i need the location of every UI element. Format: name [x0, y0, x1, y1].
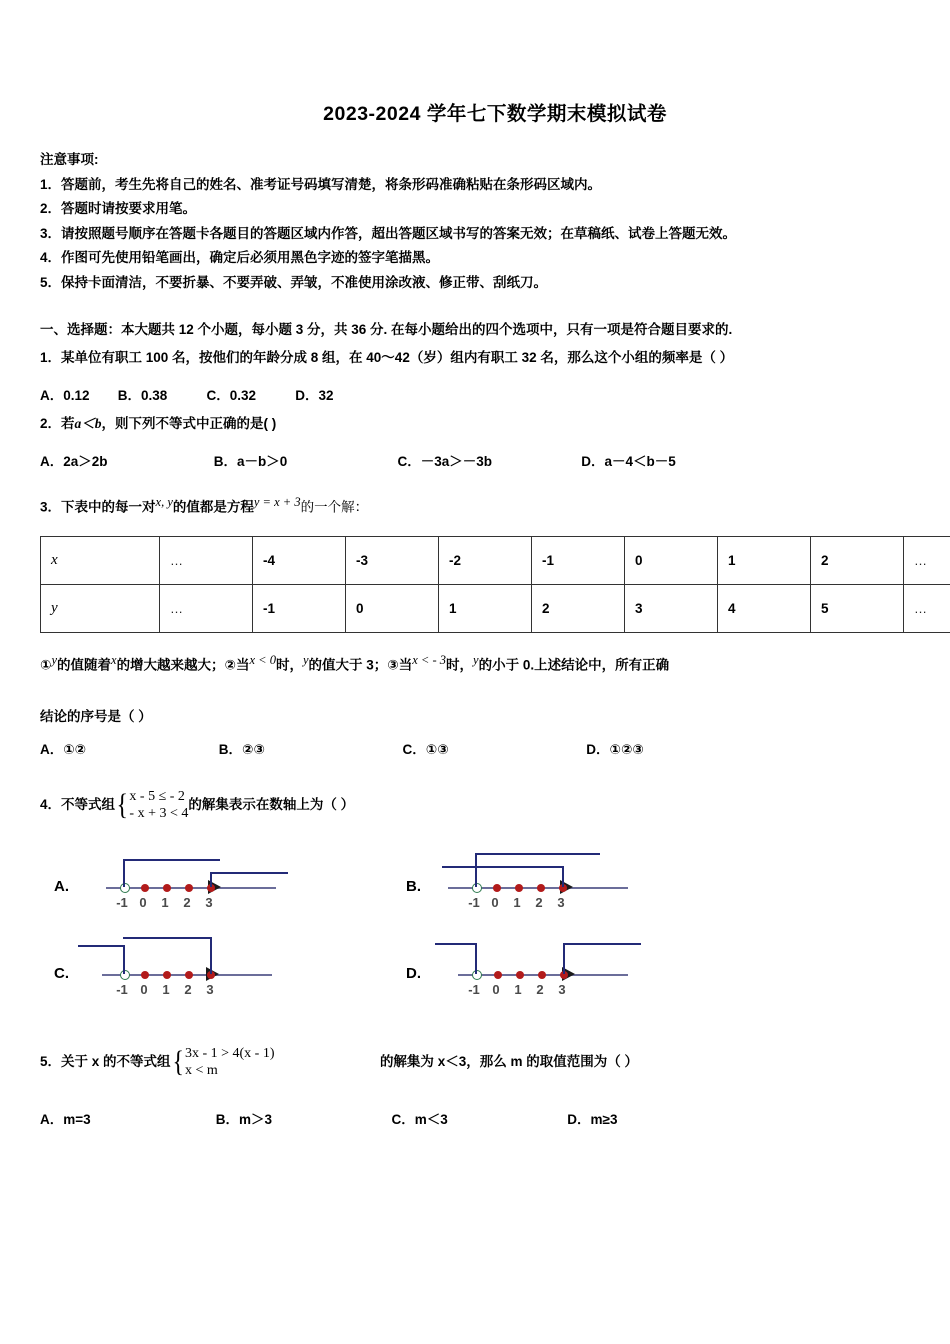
q3-stem-mid: 的值都是方程 — [172, 499, 254, 515]
open-point-neg1 — [120, 883, 130, 893]
tick-label-0: 0 — [492, 982, 500, 997]
q2-option-a[interactable]: A．2a＞2b — [40, 454, 108, 469]
section-heading-choice: 一、选择题：本大题共 12 个小题，每小题 3 分，共 36 分. 在每小题给出的四个选项中，只有一项是符合题目要求的. — [40, 322, 733, 337]
y-value-4: 3 — [625, 585, 718, 633]
tick-label-neg1: -1 — [468, 895, 480, 910]
q3-stem-post: 的一个解： — [300, 499, 369, 515]
q1-option-c[interactable]: C．0.32 — [206, 388, 257, 403]
segment-ray-a2 — [210, 872, 288, 874]
tick-label-1: 1 — [514, 982, 522, 997]
q4-choice-c-label: C. — [54, 965, 69, 982]
tick-label-neg1: -1 — [116, 982, 128, 997]
q3-stmt3-mid: 时， — [446, 657, 474, 673]
q2-option-c[interactable]: C．－3a＞－3b — [397, 454, 493, 469]
q4-choice-d[interactable] — [406, 932, 655, 1004]
segment-ray-b2 — [442, 866, 564, 868]
q4-choice-b[interactable] — [406, 845, 655, 917]
point-2 — [185, 884, 193, 892]
notice-item-1: 1．答题前，考生先将自己的姓名、准考证号码填写清楚，将条形码准确粘贴在条形码区域内。 — [40, 176, 602, 192]
q4-choice-d-label: D. — [406, 965, 421, 982]
segment-tick-c1 — [123, 945, 125, 974]
question-3-table — [40, 536, 950, 633]
point-2 — [185, 971, 193, 979]
notice-block — [40, 148, 920, 295]
y-value-6: 5 — [811, 585, 904, 633]
segment-ray-a1 — [123, 859, 220, 861]
q1-option-d[interactable]: D．32 — [295, 388, 334, 403]
q5-stem-pre: 5．关于 x 的不等式组 — [40, 1054, 171, 1069]
q4-system — [129, 788, 188, 822]
tick-label-0: 0 — [491, 895, 499, 910]
point-1 — [515, 884, 523, 892]
open-point-neg1 — [472, 970, 482, 980]
y-ellipsis-right: … — [904, 585, 950, 633]
x-value-4: 0 — [625, 537, 718, 585]
q4-stem-post: 的解集表示在数轴上为（ ） — [188, 797, 355, 812]
point-0 — [493, 884, 501, 892]
q3-option-d[interactable]: D．①②③ — [586, 742, 644, 757]
q3-stmt1-post: 的增大越来越大；②当 — [116, 657, 250, 673]
segment-ray-d1 — [435, 943, 476, 945]
point-2 — [538, 971, 546, 979]
notice-item-4: 4．作图可先使用铅笔画出，确定后必须用黑色字迹的签字笔描黑。 — [40, 250, 440, 265]
y-value-0: -1 — [253, 585, 346, 633]
x-value-3: -1 — [532, 537, 625, 585]
q3-stmt1-mid: 的值随着 — [57, 657, 111, 673]
y-value-1: 0 — [346, 585, 439, 633]
point-1 — [516, 971, 524, 979]
page-title: 2023-2024 学年七下数学期末模拟试卷 — [323, 103, 667, 125]
tick-label-2: 2 — [184, 982, 192, 997]
q5-option-c[interactable]: C．m＜3 — [391, 1112, 448, 1127]
q5-sys-line-1: 3x - 1 > 4(x - 1) — [184, 1046, 275, 1061]
segment-tick-b1 — [475, 853, 477, 887]
x-ellipsis-left: … — [160, 537, 253, 585]
point-1 — [163, 971, 171, 979]
q5-option-a[interactable]: A．m=3 — [40, 1112, 91, 1127]
q2-stem-math: a＜b — [74, 416, 102, 431]
table-row-y — [41, 585, 950, 633]
q5-stem-post: 的解集为 x＜3，那么 m 的取值范围为（ ） — [379, 1054, 638, 1069]
point-1 — [163, 884, 171, 892]
q3-option-b[interactable]: B．②③ — [218, 742, 265, 757]
tick-label-neg1: -1 — [116, 895, 128, 910]
question-3-stem — [40, 492, 368, 518]
q4-stem-pre: 4．不等式组 — [40, 797, 116, 812]
q5-brace-icon: { — [171, 1045, 184, 1078]
question-1-options — [40, 384, 334, 404]
x-value-1: -3 — [346, 537, 439, 585]
q1-option-a[interactable]: A．0.12 — [40, 388, 90, 403]
q3-stmt2-mid: 时， — [275, 657, 303, 673]
q2-stem-post: ，则下列不等式中正确的是( ) — [101, 416, 277, 431]
point-0 — [494, 971, 502, 979]
segment-tick-b2 — [562, 866, 564, 887]
q1-option-b[interactable]: B．0.38 — [117, 388, 168, 403]
tick-label-1: 1 — [513, 895, 521, 910]
open-point-neg1 — [120, 970, 130, 980]
tick-label-2: 2 — [536, 982, 544, 997]
point-2 — [537, 884, 545, 892]
notice-heading: 注意事项: — [40, 152, 99, 167]
row-label-x: x — [41, 537, 160, 585]
question-2-options — [40, 450, 676, 470]
tick-label-2: 2 — [183, 895, 191, 910]
y-value-5: 4 — [718, 585, 811, 633]
q3-stem-pre: 3．下表中的每一对 — [40, 499, 156, 515]
q3-stmt2-post: 的值大于 3；③当 — [308, 657, 413, 673]
q5-option-b[interactable]: B．m＞3 — [215, 1112, 273, 1127]
tick-label-3: 3 — [206, 982, 214, 997]
q3-stem-pair: x, y — [155, 495, 173, 509]
tick-label-3: 3 — [558, 982, 566, 997]
segment-ray-c2 — [123, 937, 212, 939]
segment-tick-a2 — [210, 872, 212, 887]
q4-choice-a-label: A. — [54, 878, 69, 895]
q5-sys-line-2: x < m — [184, 1063, 218, 1078]
q3-stmt3-var: y — [473, 653, 479, 667]
q3-option-a[interactable]: A．①② — [40, 742, 87, 757]
q2-option-d[interactable]: D．a－4＜b－5 — [581, 454, 676, 469]
row-label-y: y — [41, 585, 160, 633]
tick-label-1: 1 — [162, 982, 170, 997]
y-ellipsis-left: … — [160, 585, 253, 633]
tick-label-3: 3 — [557, 895, 565, 910]
q3-stmt3-cond: x < - 3 — [412, 653, 447, 667]
notice-item-3: 3．请按照题号顺序在答题卡各题目的答题区域内作答，超出答题区域书写的答案无效；在草稿纸、试卷上答题无效。 — [40, 225, 737, 241]
x-value-2: -2 — [439, 537, 532, 585]
q3-stmt1-pre: ① — [40, 657, 52, 673]
question-1-stem: 1．某单位有职工 100 名，按他们的年龄分成 8 组，在 40～42（岁）组内有职工 32 名，那么这个小组的频率是（ ） — [40, 350, 734, 365]
q3-stmt1-var-y: y — [51, 653, 57, 667]
tick-label-1: 1 — [161, 895, 169, 910]
question-3-statements-line2: 结论的序号是（ ） — [40, 709, 152, 724]
segment-ray-d2 — [563, 943, 641, 945]
question-5-options — [40, 1108, 617, 1128]
question-3-options — [40, 738, 644, 758]
segment-tick-a1 — [123, 859, 125, 887]
q4-choice-c[interactable] — [54, 932, 303, 1004]
tick-label-3: 3 — [205, 895, 213, 910]
point-0 — [141, 971, 149, 979]
x-value-0: -4 — [253, 537, 346, 585]
question-2-stem — [40, 414, 276, 434]
q4-sys-line-1: x - 5 ≤ - 2 — [129, 789, 185, 804]
q3-stem-equation: y = x + 3 — [253, 495, 301, 509]
q2-stem-pre: 2．若 — [40, 416, 75, 431]
question-4-stem — [40, 788, 354, 822]
q4-sys-line-2: - x + 3 < 4 — [129, 806, 189, 821]
open-point-neg1 — [472, 883, 482, 893]
q3-stmt3-post: 的小于 0.上述结论中，所有正确 — [478, 657, 670, 673]
y-value-3: 2 — [532, 585, 625, 633]
notice-item-2: 2．答题时请按要求用笔。 — [40, 201, 197, 216]
segment-tick-d1 — [475, 943, 477, 974]
table-row-x — [41, 537, 950, 585]
q2-option-b[interactable]: B．a－b＞0 — [213, 454, 288, 469]
segment-ray-b1 — [475, 853, 600, 855]
segment-ray-c1 — [78, 945, 124, 947]
y-value-2: 1 — [439, 585, 532, 633]
tick-label-0: 0 — [140, 982, 148, 997]
q5-system — [185, 1045, 380, 1079]
q4-brace-icon: { — [116, 788, 128, 821]
tick-label-0: 0 — [139, 895, 147, 910]
q3-option-c[interactable]: C．①③ — [402, 742, 449, 757]
segment-tick-c2 — [210, 937, 212, 974]
q3-stmt2-var: y — [302, 653, 309, 667]
segment-tick-d2 — [563, 943, 565, 974]
question-5-stem — [40, 1045, 638, 1079]
q5-option-d[interactable]: D．m≥3 — [567, 1112, 618, 1127]
x-ellipsis-right: … — [904, 537, 950, 585]
point-0 — [141, 884, 149, 892]
notice-item-5: 5．保持卡面清洁，不要折暴、不要弄破、弄皱，不准使用涂改液、修正带、刮纸刀。 — [40, 274, 548, 290]
x-value-5: 1 — [718, 537, 811, 585]
q4-choice-a[interactable] — [54, 845, 303, 917]
x-value-6: 2 — [811, 537, 904, 585]
tick-label-2: 2 — [535, 895, 543, 910]
q3-stmt2-cond: x < 0 — [249, 653, 276, 667]
q3-stmt1-var-x: x — [111, 653, 117, 667]
tick-label-neg1: -1 — [468, 982, 480, 997]
q4-choice-b-label: B. — [406, 878, 421, 895]
question-3-statements — [40, 650, 669, 676]
